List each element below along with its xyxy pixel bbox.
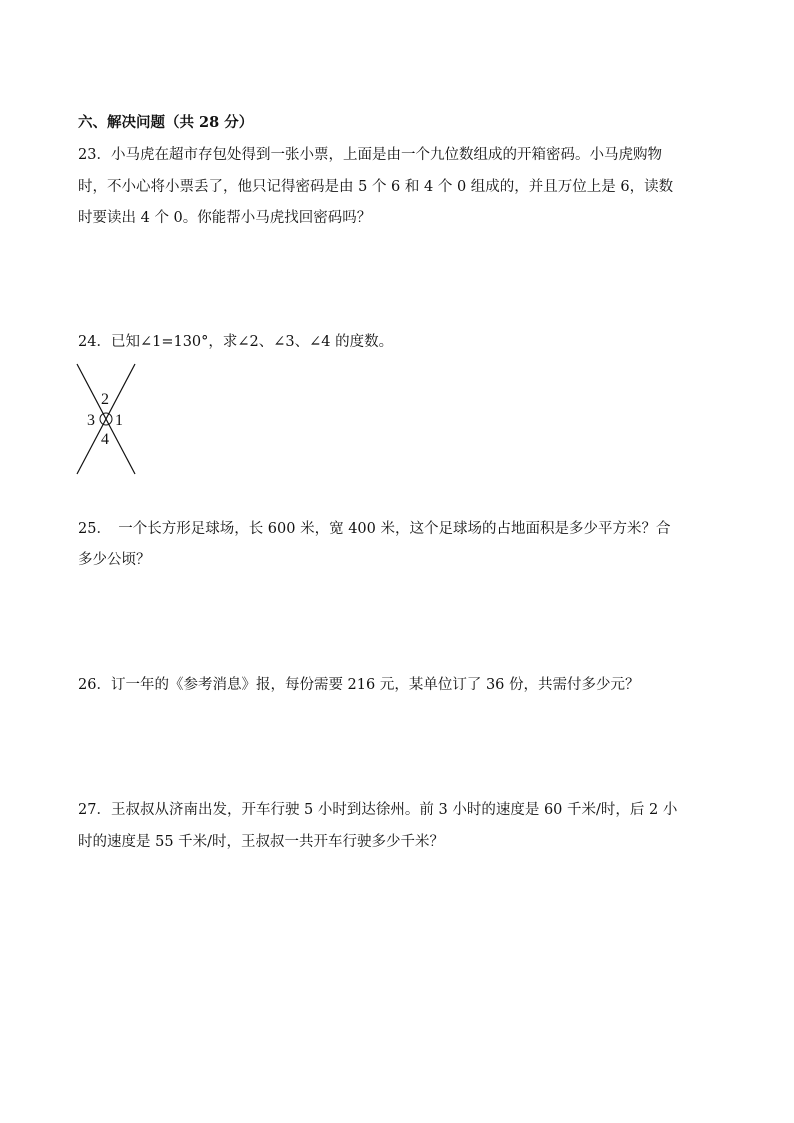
angle-label-2: 2 [101,391,109,408]
question-23-line-1: 23．小马虎在超市存包处得到一张小票，上面是由一个九位数组成的开箱密码。小马虎购物 [78,147,662,163]
angle-label-4: 4 [101,431,109,448]
question-25-line-2: 多少公顷？ [78,552,151,568]
question-23-line-2: 时，不小心将小票丢了，他只记得密码是由 5 个 6 和 4 个 0 组成的，并且万位上是 6，读数 [78,179,674,195]
intersecting-lines-figure [74,360,138,478]
question-23-line-3: 时要读出 4 个 0。你能帮小马虎找回密码吗？ [78,210,372,226]
question-24-line-1: 24．已知∠1=130°，求∠2、∠3、∠4 的度数。 [78,334,394,350]
question-27-line-1: 27．王叔叔从济南出发，开车行驶 5 小时到达徐州。前 3 小时的速度是 60 千米/时，后 2 小 [78,802,678,818]
question-26-line-1: 26．订一年的《参考消息》报，每份需要 216 元，某单位订了 36 份，共需付多少元？ [78,677,640,693]
question-25-line-1: 25． 一个长方形足球场，长 600 米，宽 400 米，这个足球场的占地面积是多少平方米？合 [78,521,671,537]
section-title: 六、解决问题（共 28 分） [78,114,254,131]
angle-label-3: 3 [87,412,95,429]
angle-label-1: 1 [115,412,123,429]
question-27-line-2: 时的速度是 55 千米/时，王叔叔一共开车行驶多少千米？ [78,834,445,850]
